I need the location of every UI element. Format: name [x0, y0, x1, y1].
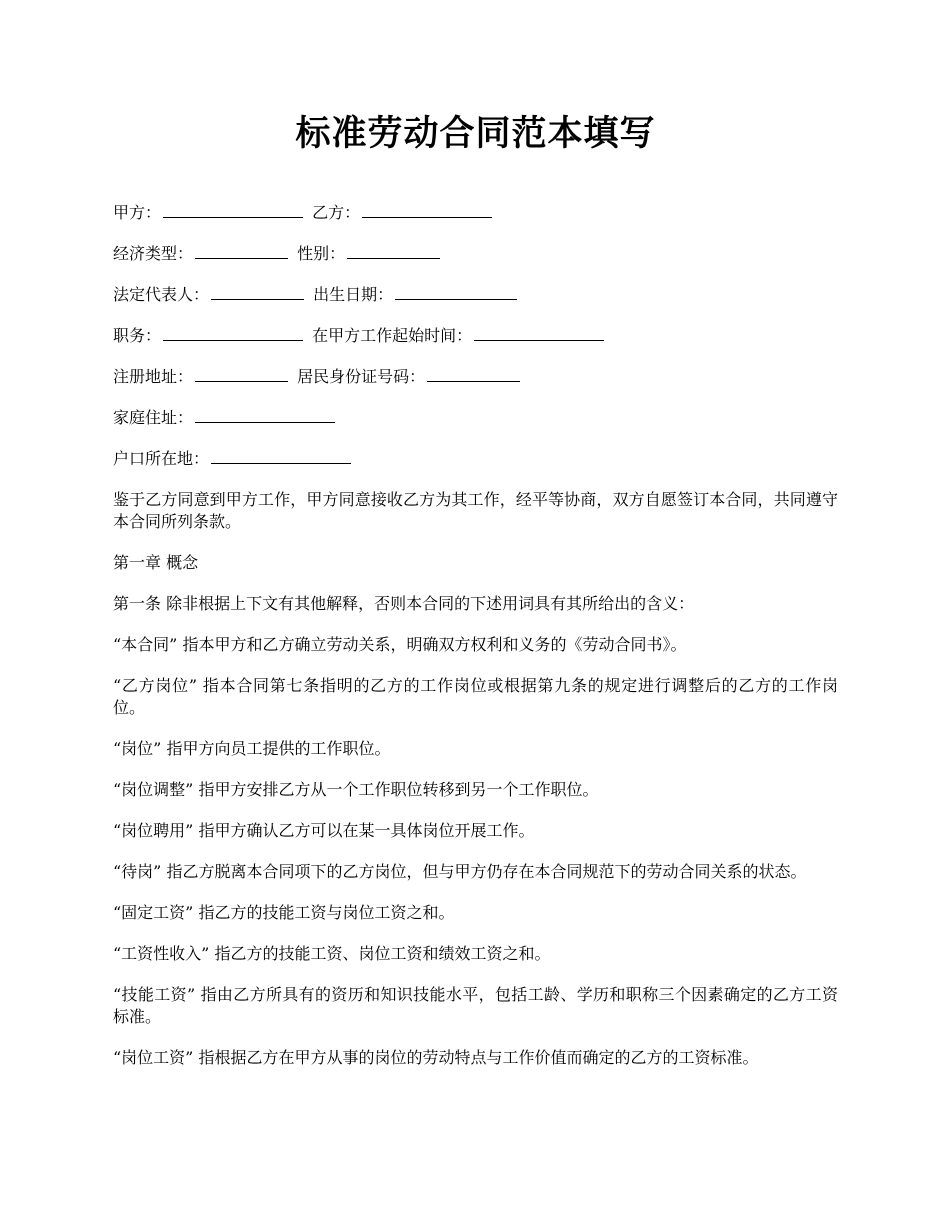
field-row-representative-birth — [113, 284, 838, 306]
definition-post-adjustment: “岗位调整” 指甲方安排乙方从一个工作职位转移到另一个工作职位。 — [113, 780, 599, 799]
field-row-home-address — [113, 407, 838, 429]
field-row-position-start — [113, 325, 838, 347]
start-time-blank[interactable] — [474, 325, 604, 341]
definition-post: “岗位” 指甲方向员工提供的工作职位。 — [113, 739, 391, 758]
field-row-parties — [113, 202, 838, 224]
chapter-heading: 第一章 概念 — [113, 553, 199, 572]
gender-label: 性别： — [297, 244, 346, 263]
party-b-label: 乙方： — [312, 203, 361, 222]
start-time-label: 在甲方工作起始时间： — [312, 326, 473, 345]
birth-date-label: 出生日期： — [313, 285, 394, 304]
economy-type-label: 经济类型： — [113, 244, 194, 263]
household-registration-label: 户口所在地： — [113, 449, 210, 468]
home-address-blank[interactable] — [195, 407, 335, 423]
legal-representative-label: 法定代表人： — [113, 285, 210, 304]
position-blank[interactable] — [163, 325, 303, 341]
field-row-household — [113, 448, 838, 470]
definition-fixed-wage: “固定工资” 指乙方的技能工资与岗位工资之和。 — [113, 903, 455, 922]
birth-date-blank[interactable] — [395, 284, 517, 300]
definition-contract: “本合同” 指本甲方和乙方确立劳动关系，明确双方权利和义务的《劳动合同书》。 — [113, 635, 687, 654]
preamble-paragraph: 鉴于乙方同意到甲方工作，甲方同意接收乙方为其工作，经平等协商，双方自愿签订本合同，共同遵守本合同所列条款。 — [113, 490, 838, 531]
registered-address-label: 注册地址： — [113, 367, 194, 386]
definition-skill-wage: “技能工资” 指由乙方所具有的资历和知识技能水平，包括工龄、学历和职称三个因素确定的乙方工资标准。 — [113, 985, 838, 1026]
position-label: 职务： — [113, 326, 162, 345]
definition-party-b-post: “乙方岗位” 指本合同第七条指明的乙方的工作岗位或根据第九条的规定进行调整后的乙方的工作岗位。 — [113, 676, 838, 717]
definition-standby: “待岗” 指乙方脱离本合同项下的乙方岗位，但与甲方仍存在本合同规范下的劳动合同关系的状态。 — [113, 862, 807, 881]
id-number-blank[interactable] — [427, 366, 520, 382]
party-b-blank[interactable] — [362, 202, 492, 218]
registered-address-blank[interactable] — [195, 366, 288, 382]
definition-wage-income: “工资性收入” 指乙方的技能工资、岗位工资和绩效工资之和。 — [113, 944, 551, 963]
household-registration-blank[interactable] — [211, 448, 351, 464]
field-row-address-id — [113, 366, 838, 388]
id-number-label: 居民身份证号码： — [297, 367, 426, 386]
legal-representative-blank[interactable] — [211, 284, 304, 300]
party-a-blank[interactable] — [163, 202, 303, 218]
document-title: 标准劳动合同范本填写 — [295, 113, 656, 154]
article-one: 第一条 除非根据上下文有其他解释，否则本合同的下述用词具有其所给出的含义： — [113, 594, 695, 613]
gender-blank[interactable] — [347, 243, 440, 259]
home-address-label: 家庭住址： — [113, 408, 194, 427]
party-a-label: 甲方： — [113, 203, 162, 222]
definition-post-wage: “岗位工资” 指根据乙方在甲方从事的岗位的劳动特点与工作价值而确定的乙方的工资标准。 — [113, 1048, 759, 1067]
economy-type-blank[interactable] — [195, 243, 288, 259]
field-row-economy-gender — [113, 243, 838, 265]
definition-post-hiring: “岗位聘用” 指甲方确认乙方可以在某一具体岗位开展工作。 — [113, 821, 535, 840]
